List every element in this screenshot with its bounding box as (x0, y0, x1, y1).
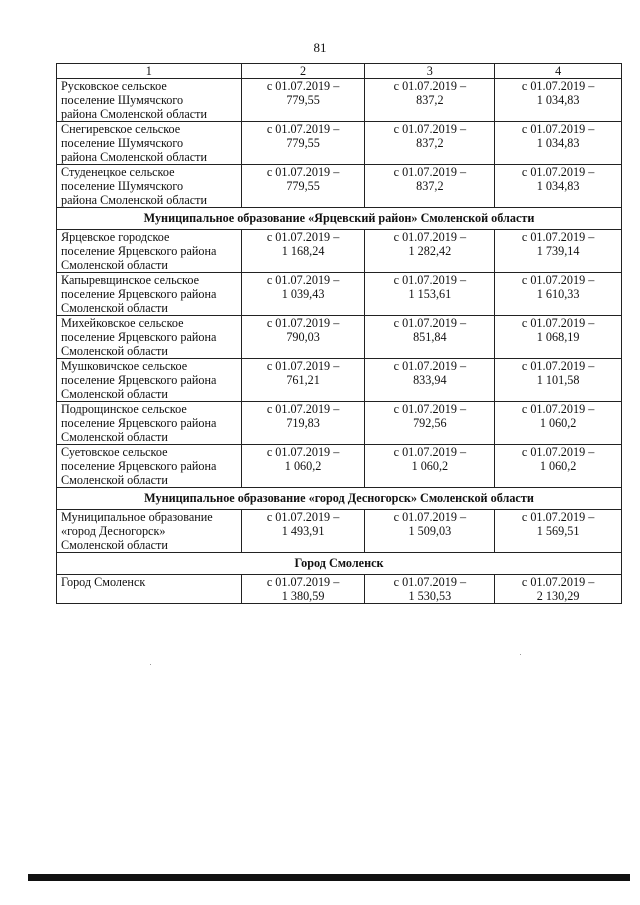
cell-line: с 01.07.2019 – (393, 165, 467, 179)
cell-line: поселение Шумячского (61, 93, 184, 107)
settlement-name-cell (57, 359, 242, 402)
cell-line: 1 060,2 (411, 459, 449, 473)
cell-line: с 01.07.2019 – (266, 402, 340, 416)
section-header-row (57, 208, 622, 230)
value-cell-col-2 (241, 122, 365, 165)
value-cell-col-3 (365, 122, 495, 165)
cell-line: 1 039,43 (281, 287, 325, 301)
cell-line: с 01.07.2019 – (393, 359, 467, 373)
cell-line: с 01.07.2019 – (521, 122, 595, 136)
cell-line: 1 060,2 (539, 416, 577, 430)
section-title: Город Смоленск (57, 553, 622, 575)
cell-line: Смоленской области (61, 473, 168, 487)
cell-line: 1 739,14 (536, 244, 580, 258)
section-title: Муниципальное образование «Ярцевский район» Смоленской области (57, 208, 622, 230)
value-cell-col-4 (495, 359, 622, 402)
cell-line: поселение Шумячского (61, 179, 184, 193)
cell-line: 833,94 (413, 373, 447, 387)
settlement-name-cell (57, 122, 242, 165)
table-row (57, 510, 622, 553)
table-body (57, 79, 622, 604)
value-cell-col-4 (495, 273, 622, 316)
cell-line: 779,55 (286, 136, 320, 150)
bottom-rule (28, 874, 630, 881)
value-cell-col-2 (241, 316, 365, 359)
cell-line: Русковское сельское (61, 79, 167, 93)
cell-line: Смоленской области (61, 387, 168, 401)
cell-line: с 01.07.2019 – (393, 445, 467, 459)
cell-line: Смоленской области (61, 301, 168, 315)
cell-line: с 01.07.2019 – (393, 316, 467, 330)
column-number-row (57, 64, 622, 79)
cell-line: «город Десногорск» (61, 524, 166, 538)
cell-line: с 01.07.2019 – (521, 165, 595, 179)
cell-line: поселение Ярцевского района (61, 330, 217, 344)
value-cell-col-2 (241, 165, 365, 208)
cell-line: 1 034,83 (536, 136, 580, 150)
cell-line: с 01.07.2019 – (266, 359, 340, 373)
cell-line: с 01.07.2019 – (393, 575, 467, 589)
value-cell-col-3 (365, 273, 495, 316)
value-cell-col-2 (241, 575, 365, 604)
value-cell-col-4 (495, 230, 622, 273)
settlement-name-cell (57, 445, 242, 488)
cell-line: 837,2 (416, 179, 444, 193)
section-header-row (57, 488, 622, 510)
value-cell-col-4 (495, 445, 622, 488)
cell-line: Смоленской области (61, 344, 168, 358)
cell-line: с 01.07.2019 – (521, 402, 595, 416)
value-cell-col-3 (365, 165, 495, 208)
value-cell-col-4 (495, 122, 622, 165)
cell-line: с 01.07.2019 – (266, 79, 340, 93)
cell-line: Смоленской области (61, 258, 168, 272)
cell-line: Михейковское сельское (61, 316, 184, 330)
value-cell-col-2 (241, 445, 365, 488)
table-row (57, 359, 622, 402)
cell-line: Смоленской области (61, 430, 168, 444)
cell-line: с 01.07.2019 – (521, 230, 595, 244)
cell-line: Мушковичское сельское (61, 359, 188, 373)
cell-line: Смоленской области (61, 538, 168, 552)
cell-line: 1 034,83 (536, 179, 580, 193)
cell-line: 779,55 (286, 93, 320, 107)
cell-line: с 01.07.2019 – (521, 510, 595, 524)
cell-line: поселение Ярцевского района (61, 416, 217, 430)
cell-line: 1 060,2 (539, 459, 577, 473)
table-row (57, 273, 622, 316)
value-cell-col-3 (365, 445, 495, 488)
value-cell-col-2 (241, 402, 365, 445)
cell-line: 1 493,91 (281, 524, 325, 538)
cell-line: Капыревщинское сельское (61, 273, 199, 287)
cell-line: 1 610,33 (536, 287, 580, 301)
table-row (57, 316, 622, 359)
cell-line: района Смоленской области (61, 107, 207, 121)
settlement-name-cell (57, 230, 242, 273)
value-cell-col-2 (241, 273, 365, 316)
settlement-name-cell (57, 510, 242, 553)
section-header-row (57, 553, 622, 575)
column-number-1: 1 (57, 64, 242, 79)
value-cell-col-3 (365, 230, 495, 273)
table-row (57, 79, 622, 122)
value-cell-col-3 (365, 316, 495, 359)
column-number-3: 3 (365, 64, 495, 79)
cell-line: 1 168,24 (281, 244, 325, 258)
cell-line: с 01.07.2019 – (393, 402, 467, 416)
cell-line: поселение Шумячского (61, 136, 184, 150)
column-number-4: 4 (495, 64, 622, 79)
table-row (57, 402, 622, 445)
settlement-name-cell (57, 273, 242, 316)
cell-line: с 01.07.2019 – (521, 316, 595, 330)
settlement-name-cell (57, 316, 242, 359)
cell-line: с 01.07.2019 – (266, 230, 340, 244)
cell-line: Муниципальное образование (61, 510, 213, 524)
cell-line: поселение Ярцевского района (61, 287, 217, 301)
cell-line: 779,55 (286, 179, 320, 193)
cell-line: 1 530,53 (408, 589, 452, 603)
scan-speck (150, 664, 151, 665)
cell-line: 792,56 (413, 416, 447, 430)
cell-line: 761,21 (286, 373, 320, 387)
value-cell-col-2 (241, 79, 365, 122)
cell-line: поселение Ярцевского района (61, 459, 217, 473)
tariff-table (56, 63, 622, 604)
value-cell-col-4 (495, 510, 622, 553)
cell-line: 1 509,03 (408, 524, 452, 538)
cell-line: с 01.07.2019 – (521, 445, 595, 459)
cell-line: с 01.07.2019 – (266, 316, 340, 330)
value-cell-col-3 (365, 510, 495, 553)
value-cell-col-3 (365, 359, 495, 402)
cell-line: Снегиревское сельское (61, 122, 181, 136)
table-row (57, 575, 622, 604)
table-row (57, 445, 622, 488)
value-cell-col-4 (495, 79, 622, 122)
scan-speck (520, 654, 521, 655)
cell-line: с 01.07.2019 – (266, 575, 340, 589)
column-number-2: 2 (241, 64, 365, 79)
cell-line: 1 060,2 (284, 459, 322, 473)
cell-line: Суетовское сельское (61, 445, 168, 459)
value-cell-col-4 (495, 575, 622, 604)
settlement-name-cell (57, 575, 242, 604)
cell-line: с 01.07.2019 – (521, 79, 595, 93)
settlement-name-cell (57, 79, 242, 122)
cell-line: 1 380,59 (281, 589, 325, 603)
cell-line: Ярцевское городское (61, 230, 170, 244)
cell-line: 1 153,61 (408, 287, 452, 301)
cell-line: поселение Ярцевского района (61, 373, 217, 387)
cell-line: с 01.07.2019 – (393, 122, 467, 136)
cell-line: 1 068,19 (536, 330, 580, 344)
cell-line: 1 282,42 (408, 244, 452, 258)
table-row (57, 165, 622, 208)
cell-line: с 01.07.2019 – (393, 79, 467, 93)
cell-line: с 01.07.2019 – (393, 273, 467, 287)
cell-line: с 01.07.2019 – (521, 359, 595, 373)
table-row (57, 122, 622, 165)
cell-line: с 01.07.2019 – (521, 273, 595, 287)
cell-line: 837,2 (416, 136, 444, 150)
value-cell-col-2 (241, 359, 365, 402)
cell-line: Город Смоленск (61, 575, 146, 589)
value-cell-col-3 (365, 575, 495, 604)
cell-line: 1 569,51 (536, 524, 580, 538)
cell-line: 851,84 (413, 330, 447, 344)
cell-line: 2 130,29 (536, 589, 580, 603)
cell-line: района Смоленской области (61, 193, 207, 207)
value-cell-col-3 (365, 402, 495, 445)
cell-line: с 01.07.2019 – (393, 230, 467, 244)
section-title: Муниципальное образование «город Десногорск» Смоленской области (57, 488, 622, 510)
cell-line: района Смоленской области (61, 150, 207, 164)
cell-line: Студенецкое сельское (61, 165, 175, 179)
page-number: 81 (313, 40, 327, 55)
table-row (57, 230, 622, 273)
value-cell-col-4 (495, 165, 622, 208)
cell-line: поселение Ярцевского района (61, 244, 217, 258)
settlement-name-cell (57, 402, 242, 445)
settlement-name-cell (57, 165, 242, 208)
cell-line: с 01.07.2019 – (521, 575, 595, 589)
value-cell-col-2 (241, 230, 365, 273)
cell-line: 790,03 (286, 330, 320, 344)
cell-line: с 01.07.2019 – (393, 510, 467, 524)
cell-line: Подрощинское сельское (61, 402, 187, 416)
cell-line: с 01.07.2019 – (266, 273, 340, 287)
value-cell-col-4 (495, 402, 622, 445)
cell-line: с 01.07.2019 – (266, 510, 340, 524)
cell-line: 1 034,83 (536, 93, 580, 107)
cell-line: 719,83 (286, 416, 320, 430)
cell-line: с 01.07.2019 – (266, 445, 340, 459)
cell-line: 837,2 (416, 93, 444, 107)
value-cell-col-2 (241, 510, 365, 553)
cell-line: с 01.07.2019 – (266, 165, 340, 179)
cell-line: с 01.07.2019 – (266, 122, 340, 136)
value-cell-col-4 (495, 316, 622, 359)
value-cell-col-3 (365, 79, 495, 122)
cell-line: 1 101,58 (536, 373, 580, 387)
